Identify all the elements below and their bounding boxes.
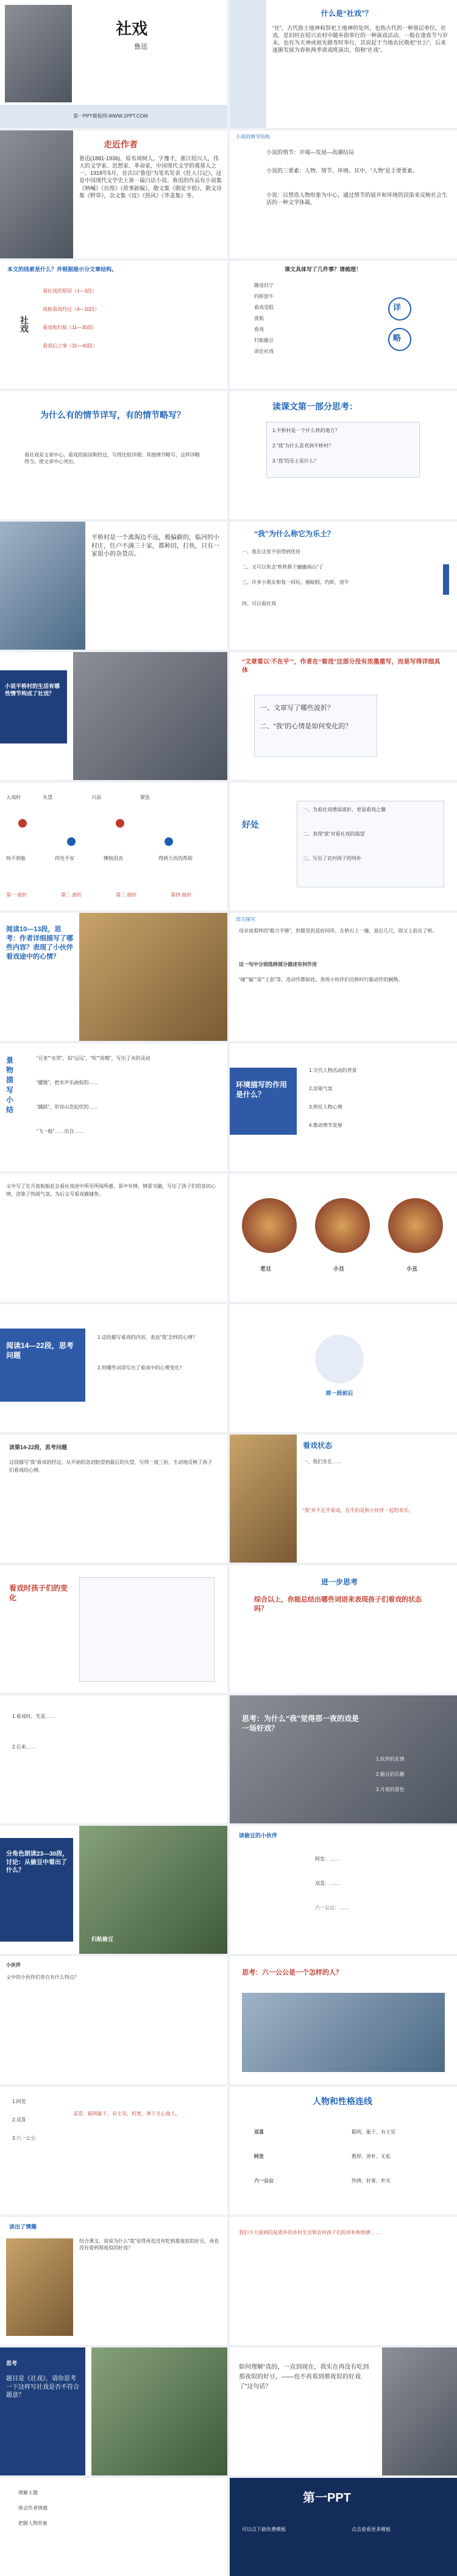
- slide-emotion-curve: [0, 782, 227, 910]
- slide-title: 读出了情趣: [9, 2224, 37, 2230]
- slide-companions: [0, 1956, 227, 2084]
- ad-link-1[interactable]: 可以点下载免费模板: [242, 2527, 286, 2532]
- event-7: 谈论社戏: [254, 349, 274, 354]
- slide-final-question: [230, 2347, 457, 2475]
- role-4: 4.推动情节发展: [309, 1123, 342, 1128]
- reason-1: 一、我在这里不但得到优待: [242, 549, 300, 555]
- character-1: 1.阿发: [12, 2099, 26, 2104]
- detail-label: 详: [393, 303, 402, 312]
- reason-2: 二、又可以免念“秩秩斯干幽幽南山”了: [242, 564, 324, 570]
- opera-face-3: [388, 1198, 443, 1253]
- slide-title: 读课文第一部分思考：: [272, 402, 358, 411]
- reason-4: 四、可以看社戏: [242, 601, 276, 606]
- slide-read-14-22: [0, 1304, 227, 1432]
- slide-title: 什么是“社戏”？: [321, 9, 373, 18]
- slide-title: 阅读10—13段，思考：作者详细描写了哪些内容？表现了小伙伴看戏途中的心情？: [6, 926, 73, 960]
- slide-title: 小伙伴: [6, 1962, 21, 1968]
- event-2: 钓虾放牛: [254, 294, 274, 299]
- goal-1: 理解主题: [18, 2490, 38, 2496]
- slide-watch-state: [230, 1435, 457, 1563]
- question-text: 这一句中分别选择部分描述有何作用: [239, 962, 317, 967]
- boat-painting: [79, 913, 227, 1041]
- label-4: 得到大伙的帮助: [158, 856, 193, 861]
- slide-title: “文章看以‘不在乎’”，作者在“看戏”这部分没有浓墨重写，而是写得详细具体: [242, 659, 441, 674]
- role-label-1: 老旦: [260, 1266, 272, 1272]
- event-6: 归航偷豆: [254, 338, 274, 343]
- slide-title: 走近作者: [104, 140, 138, 149]
- slide-title: 人物和性格连线: [313, 2096, 372, 2106]
- illustration: [6, 2238, 73, 2336]
- slide-text: 文中的小伙伴们各自有什么特点？: [6, 1975, 79, 1980]
- slide-stage-notes: [0, 1695, 227, 1823]
- trait-1: 聪明、能干、有主见: [352, 2129, 395, 2135]
- slide-title: 读第14-22段，思考问题: [9, 1444, 68, 1450]
- slide-scene-summary: [0, 1043, 227, 1171]
- role-2: 2.渲染气氛: [309, 1086, 333, 1091]
- person-2: 阿发: [254, 2154, 264, 2159]
- state-2: 失望: [43, 795, 52, 800]
- slide-title: 环境描写的作用是什么？: [236, 1080, 288, 1099]
- slide-title: 看戏时孩子们的变化: [9, 1584, 68, 1603]
- slide-title: 阅读14—22段，思考问题: [6, 1341, 74, 1360]
- slide-title: 那一段前后: [325, 1390, 353, 1396]
- slide-text: 鲁迅(1881-1936)，原名周树人，字豫才，浙江绍兴人，伟大的文学家、思想家、革命家，中国现代文学的奠基人之一。1918年5月，首次以“鲁迅”为笔名发表《狂人日记》，这是中国现代文学史上第一篇白话小说。鲁迅的作品有小说集《呐喊》《彷徨》《故事新编》，散文集《朝花夕拾》，散文诗集《野草》，杂文集《坟》《热风》《华盖集》等。: [79, 155, 222, 199]
- role-1: 1.交代人物活动的背景: [309, 1068, 357, 1073]
- slide-what-is-sheyi: [230, 0, 457, 128]
- watch-photo: [230, 1435, 297, 1563]
- slide-characters: [0, 2087, 227, 2215]
- slide-text: “社”，古代指土地神和祭祀土地神的处所。也指古代的一种基层单位，社戏，是旧时在绍兴农村中随乡俗举行的一种演戏活动。一般在逢春节与岁末，也有为天神或祖先做寿时举行，其说起于当地农民敬祀“社公”，后来逐渐发展为春秋两季请戏班演出，俗称“社戏”。: [272, 25, 448, 54]
- question-1: 1.平桥村是一个什么样的地方？: [272, 428, 340, 433]
- slide-title: “我”为什么称它为乐土？: [254, 530, 335, 538]
- slide-events: [230, 261, 457, 389]
- item-4: 看戏后之事（31—40段）: [43, 343, 97, 349]
- twist-2: 第二 曲折: [61, 892, 82, 898]
- role-label-2: 小旦: [333, 1266, 345, 1272]
- item-3: 看戏和归航（11—30段）: [43, 325, 97, 330]
- cover-title: 社戏: [116, 20, 148, 38]
- item-2: 夜航看戏经过（4—10段）: [43, 307, 100, 312]
- person-3: 六一公公: [254, 2178, 274, 2184]
- reason-3: 三、许多小朋友和我一同玩，掘蚯蚓，钓虾，放牛: [242, 580, 349, 585]
- summary-1: “豆麦”“水草”，似“远远”，“吹”“弥散”，写出了水的灵动: [37, 1056, 151, 1061]
- slide-title: 小说平桥村的生活有哪些情节构成了社戏？: [5, 683, 60, 697]
- friend-2: 双喜：……: [315, 1881, 339, 1886]
- analysis-text: 双喜：聪明能干，有主见，机智，善于关心他人。: [73, 2111, 180, 2117]
- slide-novel-structure: [230, 130, 457, 258]
- state-4: 紧张: [140, 795, 150, 800]
- question-1: 一、文章写了哪些波折？: [260, 704, 334, 712]
- slide-title: 本文的线索是什么？并根据提示分文章结构。: [7, 266, 118, 272]
- slide-roleplay: [0, 1826, 227, 1954]
- summary-2: “朦胧”，把水声乐曲似的……: [37, 1080, 99, 1085]
- slide-header: 小说的情节结构: [236, 134, 270, 140]
- slide-good-show: [230, 1695, 457, 1823]
- reason-3: 3.月夜的景色: [376, 1787, 405, 1792]
- slide-header: 语言探究: [236, 917, 255, 922]
- slide-text: 一、我们坐在……: [303, 1459, 342, 1464]
- ad-link-2[interactable]: 点击查看更多模板: [352, 2527, 391, 2532]
- question-2: 2.“我”为什么喜欢到平桥村？: [272, 443, 333, 449]
- question-2: 二、“我”的心情是如何变化的？: [260, 723, 352, 730]
- event-1: 随母归宁: [254, 283, 274, 288]
- slide-further-think: [230, 1565, 457, 1693]
- cover-footer: 第一PPT模板网-WWW.1PPT.COM: [73, 113, 148, 119]
- slide-text: 结合课文，说说为什么“我”觉得再也没有吃到那夜似的好豆，再也没有看到那夜似的好戏？: [79, 2238, 219, 2251]
- slide-text: 如何理解“真的，一直到现在，我实在再没有吃到那夜似的好豆，——也不再看到那夜似的好戏了”这句话？: [239, 2364, 369, 2390]
- slide-theme-text: [230, 2217, 457, 2345]
- slide-title: 为什么有的情节详写，有的情节略写？: [40, 410, 185, 420]
- slide-part1-questions: [230, 391, 457, 519]
- benefit-3: 三、写出了农村孩子的纯朴: [303, 856, 361, 861]
- event-5: 看戏: [254, 327, 264, 332]
- countryside-photo: [91, 2347, 227, 2475]
- slide-clue: [0, 261, 227, 389]
- author-portrait: [5, 5, 72, 102]
- brief-label: 略: [393, 333, 402, 342]
- role-3: 3.烘托人物心情: [309, 1104, 342, 1110]
- slide-title: 看戏状态: [303, 1441, 333, 1450]
- village-river-photo: [242, 1993, 445, 2072]
- slide-language: [230, 913, 457, 1041]
- goal-3: 把握人物形象: [18, 2521, 48, 2526]
- slide-text: 平桥村是一个离海边不远，极偏僻的，临河的小村庄，住户不满三十家，都种田，打鱼，只有一家很小的杂货店。: [91, 534, 219, 558]
- benefit-1: 一、为看社戏增添波折，更显看戏之趣: [303, 807, 386, 812]
- label-2: 四处不安: [55, 856, 74, 861]
- slide-title-question: [0, 2347, 227, 2475]
- slide-liuyi: [230, 1956, 457, 2084]
- question-2: 2.用哪些词语写出了看戏中的心理变化？: [97, 1365, 185, 1371]
- slide-text: 看社戏是文章中心，看戏的前因和经过，写得比较详细；其他情节略写，这样详略得当，使文章中心突出。: [24, 452, 200, 464]
- slide-scene-text: [0, 1174, 227, 1302]
- friend-3: 六一公公：……: [315, 1905, 349, 1911]
- twist-1: 第一 曲折: [6, 892, 27, 898]
- slide-author: [0, 130, 227, 258]
- village-photo: [73, 652, 227, 780]
- slide-paradise: [230, 522, 457, 650]
- label-1: 叫不到船: [6, 856, 26, 861]
- slide-title: 思考：为什么“我”觉得那一夜的戏是一场好戏？: [242, 1714, 360, 1733]
- person-1: 双喜: [254, 2129, 264, 2135]
- slide-twists: [230, 652, 457, 780]
- opera-face-2: [315, 1198, 370, 1253]
- ad-logo: 第一PPT: [303, 2491, 351, 2505]
- twist-4: 第四 曲折: [171, 892, 192, 898]
- answer-text: “碰”“磕”“退”“上前”等，连动作都如此。表现小伙伴们出桥时行船动作的娴熟。: [239, 977, 403, 982]
- note-2: 2.后来……: [12, 1744, 36, 1750]
- slide-text: 综合以上，你能总结出哪些词语来表现孩子们看戏的状态吗？: [254, 1596, 422, 1613]
- goal-2: 体会作者情感: [18, 2505, 48, 2511]
- slide-title: 景物描写小结: [6, 1056, 14, 1114]
- reason-1: 1.伙伴的友情: [376, 1756, 405, 1762]
- question-1: 1.这段描写看戏的内容，表达“我”怎样的心情？: [97, 1335, 197, 1340]
- slide-title: 课文具体写了几件事？请梳理！: [285, 266, 362, 272]
- slide-pingqiao: [0, 522, 227, 650]
- slide-match: [230, 2087, 457, 2215]
- slide-text: 这段描写“我”看戏的经过，从开始的急切盼望到最后的失望，写得一波三折，生动地反映了孩子们看戏的心情。: [9, 1460, 213, 1473]
- slide-text: 文中写了在月夜航船赶去看社戏途中所见所闻所感，景中有情，情景交融，写出了孩子们的急切心情，渲染了热闹气氛，为后文写看戏做铺垫。: [6, 1183, 216, 1197]
- slide-title: 思考: [6, 2360, 18, 2366]
- slide-opera-roles: [230, 1174, 457, 1302]
- slide-title: 进一步思考: [321, 1578, 358, 1586]
- trait-3: 热情、好客、朴实: [352, 2178, 391, 2184]
- slide-title: 思考：六一公公是一个怎样的人？: [242, 1969, 342, 1976]
- plot-text: 小说的情节：开端—发展—高潮结局: [266, 149, 355, 155]
- reason-2: 2.偷豆的乐趣: [376, 1772, 405, 1777]
- slide-title: 分角色朗读23—30段，讨论：从偷豆中看出了什么？: [6, 1851, 69, 1874]
- character-2: 2.双喜: [12, 2117, 26, 2123]
- side-label: 社戏: [19, 316, 29, 333]
- twist-3: 第三 曲折: [116, 892, 137, 898]
- slide-think-14-22: [0, 1435, 227, 1563]
- state-1: 入戏时: [6, 795, 21, 800]
- side-photo: [382, 2347, 457, 2475]
- photo-label: 归航偷豆: [91, 1936, 114, 1942]
- highlight-text: “我”并不在乎看戏，在乎的是和小伙伴一起的欢乐。: [303, 1508, 414, 1513]
- role-label-3: 小丑: [406, 1266, 418, 1272]
- item-1: 看社戏的原因（1—3段）: [43, 288, 97, 294]
- slide-title: 读偷豆的小伙伴: [239, 1833, 278, 1839]
- river-boat-photo: [79, 1826, 227, 1954]
- opera-face-1: [242, 1198, 297, 1253]
- state-3: 兴奋: [91, 795, 101, 800]
- elements-text: 小说的三要素：人物、情节、环境。其中，“人物”是主要要素。: [266, 168, 418, 174]
- slide-read-interest: [0, 2217, 227, 2345]
- character-3: 3.六一公公: [12, 2135, 36, 2141]
- slide-ad: [230, 2478, 457, 2576]
- benefit-2: 二、表现“我”对看社戏的渴望: [303, 831, 365, 837]
- slide-environment: [230, 1043, 457, 1171]
- event-4: 夜航: [254, 316, 264, 321]
- trait-2: 憨厚、淳朴、无私: [352, 2154, 391, 2159]
- summary-3: “踊跃”，形容山峦起伏的……: [37, 1104, 99, 1110]
- slide-pingqiao-life: [0, 652, 227, 780]
- definition-text: 小说：以塑造人物形象为中心，通过情节的展开和环境的渲染来反映社会生活的一种文学体裁。: [266, 192, 448, 206]
- question-3: 3.“我”的乐土是什么？: [272, 458, 319, 464]
- slide-text: 我们今天看到的是质朴的乡村生活和农村孩子们的淳朴和热情……: [239, 2230, 380, 2235]
- friend-1: 阿发：……: [315, 1856, 339, 1862]
- slide-section: [230, 1304, 457, 1432]
- cover-author: 鲁迅: [134, 43, 147, 51]
- summary-4: “飞一般”……出自……: [37, 1129, 84, 1134]
- slide-read-10-13: [0, 913, 227, 1041]
- slide-cover: [0, 0, 227, 128]
- slide-friends: [230, 1826, 457, 1954]
- slide-why-detail: [0, 391, 227, 519]
- slide-title: 好处: [242, 820, 259, 829]
- event-3: 看戏受阻: [254, 305, 274, 310]
- note-1: 1.看戏时，先是……: [12, 1714, 55, 1719]
- slide-benefits: [230, 782, 457, 910]
- bridge-photo: [0, 522, 85, 650]
- label-3: 懊恼沮丧: [104, 856, 123, 861]
- slide-text: 题目是《社戏》，请你思考一下这样写社戏是否不符合题意？: [6, 2376, 79, 2399]
- slide-changes: [0, 1565, 227, 1693]
- quote-text: 母亲说那样的“眼力不够”，但眼见的是好同伴。在桥石上一撞，退后几尺，即又上前出了桥。: [239, 928, 438, 934]
- author-photo: [0, 130, 73, 258]
- slide-goals: [0, 2478, 227, 2576]
